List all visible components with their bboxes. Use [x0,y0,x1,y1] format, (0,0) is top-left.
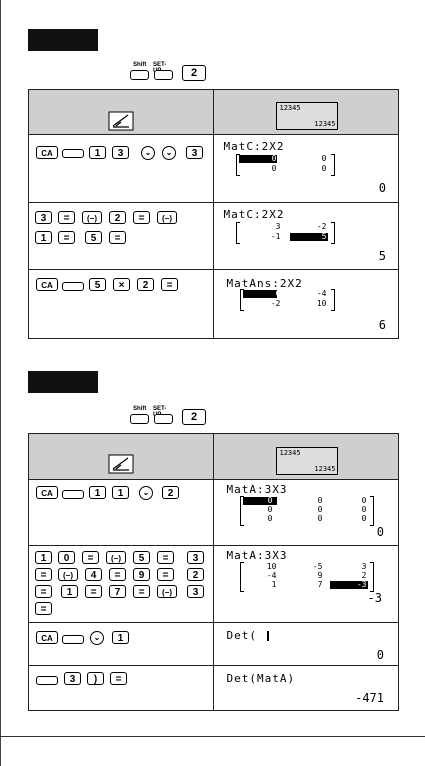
keys-cell [29,546,214,623]
display-cell [214,270,399,339]
display-title: MatC:2X2 [223,140,285,153]
keys-cell [29,623,214,666]
matrix-cell: 5 [321,232,327,241]
keypress-icon [108,454,134,474]
key-2: 2 [109,211,126,224]
display-cell [214,203,399,270]
matrix-cell: 0 [321,164,327,173]
display-result: 6 [378,318,386,332]
matrix-cell: 0 [317,496,323,505]
keypress-icon [108,111,134,131]
display-result: -3 [367,591,382,605]
display-cell [214,135,399,203]
shift-key [130,70,149,80]
blank-key [36,676,58,685]
blank-key [62,490,84,499]
matrix-cell: 0 [317,514,323,523]
keys-cell [29,203,214,270]
setup-key [154,70,173,80]
matrix-cell: 0 [267,514,273,523]
matrix-cell: 3 [361,562,367,571]
matrix-cell: -1 [270,232,281,241]
key-5: 5 [133,551,150,564]
display-title: MatA:3X3 [226,549,288,562]
equals-key: = [109,231,126,244]
key-1: 1 [89,486,106,499]
equals-key: = [82,551,99,564]
key-9: 9 [133,568,150,581]
down-arrow-key: ⌄ [141,146,155,160]
equals-key: = [110,672,127,685]
matrix-bracket-left [236,222,240,244]
matrix-cell: 10 [266,562,277,571]
matrix-cell: 0 [271,164,277,173]
matrix-cell: 0 [361,514,367,523]
equals-key: = [85,585,102,598]
matrix-bracket-right [331,154,335,176]
equals-key: = [35,602,52,615]
key-1: 1 [89,146,106,159]
lcd-icon: 12345 12345 [276,102,338,130]
key-3: 3 [187,551,204,564]
matrix-bracket-right [331,222,335,244]
equals-key: = [133,211,150,224]
down-arrow-key: ⌄ [90,631,104,645]
key-0: 0 [58,551,75,564]
key-1: 1 [35,231,52,244]
matrix-cell: 1 [271,580,277,589]
key-3: 3 [186,146,203,159]
key-2: 2 [187,568,204,581]
example-2-table [28,433,399,711]
matrix-cell: 3 [275,222,281,231]
display-result: 0 [376,525,384,539]
display-cell [214,546,399,623]
matrix-cell: -4 [266,571,277,580]
key-5: 5 [85,231,102,244]
key-7: 7 [109,585,126,598]
equals-key: = [157,551,174,564]
keys-cell [29,270,214,339]
keys-column-header [29,90,214,135]
ca-key: CA [36,631,58,644]
matrix-cell: 6 [275,289,281,298]
shift-label: Shift [133,406,147,412]
matrix-bracket-right [370,496,374,526]
key-4: 4 [85,568,102,581]
negative-key: (−) [157,211,177,224]
example-1-table [28,89,399,339]
example-2-bar [28,371,98,393]
blank-key [62,282,84,291]
matrix-cell: 7 [317,580,323,589]
matrix-cell: -2 [270,299,281,308]
negative-key: (−) [106,551,126,564]
matrix-cell: -4 [316,289,327,298]
matrix-cell: -2 [316,222,327,231]
matrix-bracket-right [331,289,335,311]
display-cell [214,623,399,666]
matrix-cell: 0 [361,505,367,514]
page-left-rule [0,0,1,766]
page-bottom-rule [0,736,425,737]
key-2: 2 [182,409,206,425]
matrix-bracket-right [370,562,374,592]
negative-key: (−) [82,211,102,224]
blank-key [62,635,84,644]
key-3: 3 [64,672,81,685]
setup-label: SET- [153,406,167,412]
shift-label: Shift [133,62,147,68]
display-column-header [214,434,399,480]
key-3: 3 [35,211,52,224]
matrix-cell: -5 [312,562,323,571]
display-result: 0 [376,648,384,662]
matrix-cell: 0 [361,496,367,505]
multiply-key: × [113,278,130,291]
matrix-cell: 0 [317,505,323,514]
down-arrow-key: ⌄ [139,486,153,500]
display-title: Det(MatA) [226,672,296,685]
key-1: 1 [112,631,129,644]
equals-key: = [35,568,52,581]
keys-cell [29,135,214,203]
matrix-bracket-left [240,562,244,592]
example-1-bar [28,29,98,51]
equals-key: = [133,585,150,598]
matrix-cell: 9 [317,571,323,580]
close-paren-key: ) [87,672,104,685]
equals-key: = [157,568,174,581]
display-title: Det( [226,629,257,642]
matrix-cell: 10 [316,299,327,308]
shift-key [130,414,149,424]
equals-key: = [58,211,75,224]
display-cell [214,666,399,711]
key-3: 3 [187,585,204,598]
blank-key [62,149,84,158]
matrix-cell: 0 [267,505,273,514]
display-result: -471 [355,691,384,705]
key-5: 5 [89,278,106,291]
ca-key: CA [36,486,58,499]
keys-column-header [29,434,214,480]
text-cursor [267,631,269,641]
equals-key: = [58,231,75,244]
key-1: 1 [112,486,129,499]
display-title: MatC:2X2 [223,208,285,221]
key-3: 3 [112,146,129,159]
ca-key: CA [36,278,58,291]
key-2: 2 [162,486,179,499]
keys-cell [29,666,214,711]
equals-key: = [35,585,52,598]
lcd-icon: 12345 12345 [276,447,338,475]
display-result: 0 [378,181,386,195]
key-2: 2 [137,278,154,291]
setup-label: SET- [153,62,167,68]
display-cell [214,480,399,546]
key-1: 1 [61,585,78,598]
negative-key: (−) [58,568,78,581]
keys-cell [29,480,214,546]
matrix-cell: 0 [267,496,273,505]
display-result: 5 [378,249,386,263]
display-column-header [214,90,399,135]
matrix-cell: 0 [271,154,277,163]
display-title: MatA:3X3 [226,483,288,496]
display-title: MatAns:2X2 [226,277,303,290]
negative-key: (−) [157,585,177,598]
ca-key: CA [36,146,58,159]
matrix-cell: -3 [356,580,367,589]
matrix-cell: 0 [321,154,327,163]
equals-key: = [161,278,178,291]
equals-key: = [109,568,126,581]
matrix-cell: 2 [361,571,367,580]
setup-key [154,414,173,424]
key-2: 2 [182,65,206,81]
down-arrow-key: ⌄ [162,146,176,160]
key-1: 1 [35,551,52,564]
